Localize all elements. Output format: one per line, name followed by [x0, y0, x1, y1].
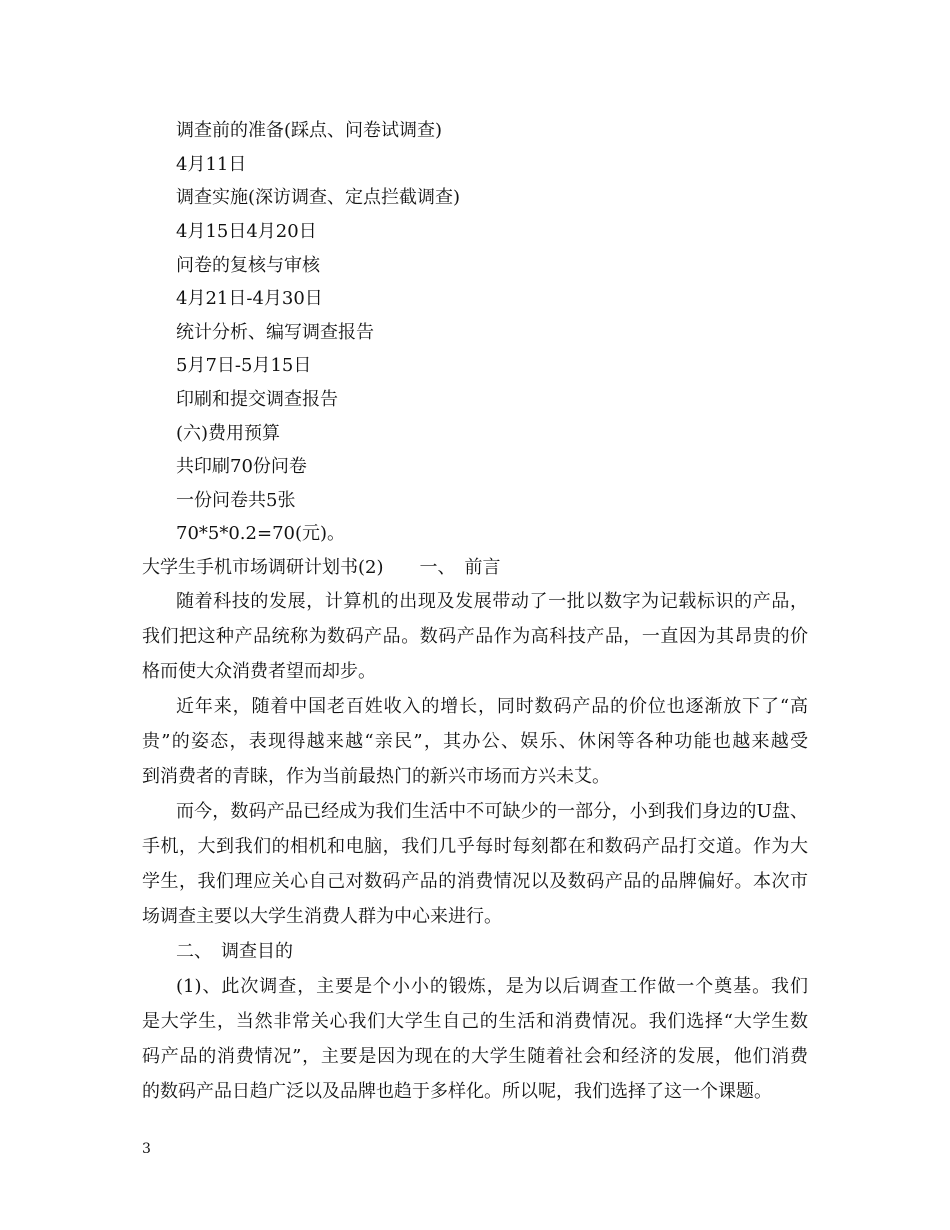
paragraph-line: 手机，大到我们的相机和电脑，我们几乎每时每刻都在和数码产品打交道。作为大: [142, 836, 808, 857]
paragraph-line: 我们把这种产品统称为数码产品。数码产品作为高科技产品，一直因为其昂贵的价: [142, 626, 808, 647]
paragraph-line: 学生，我们理应关心自己对数码产品的消费情况以及数码产品的品牌偏好。本次市: [142, 871, 808, 892]
paragraph-line: 是大学生，当然非常关心我们大学生自己的生活和消费情况。我们选择“大学生数: [142, 1011, 808, 1032]
schedule-line: 5月7日-5月15日: [176, 355, 312, 376]
schedule-line: 4月15日4月20日: [176, 221, 317, 242]
paragraph-line: 格而使大众消费者望而却步。: [142, 661, 376, 682]
schedule-line: 问卷的复核与审核: [176, 255, 320, 276]
schedule-line: 统计分析、编写调查报告: [176, 322, 374, 343]
section-heading: 二、 调查目的: [176, 941, 293, 962]
section-title: 大学生手机市场调研计划书(2) 一、 前言: [142, 557, 501, 578]
page-number: 3: [142, 1141, 151, 1157]
paragraph-line: 到消费者的青睐，作为当前最热门的新兴市场而方兴未艾。: [142, 766, 610, 787]
budget-heading: (六)费用预算: [176, 423, 281, 444]
paragraph-line: 近年来，随着中国老百姓收入的增长，同时数码产品的价位也逐渐放下了“高: [176, 696, 808, 717]
paragraph-line: 随着科技的发展，计算机的出现及发展带动了一批以数字为记载标识的产品，: [176, 591, 808, 612]
paragraph-line: 贵”的姿态，表现得越来越“亲民”，其办公、娱乐、休闲等各种功能也越来越受: [142, 731, 808, 752]
schedule-line: 4月11日: [176, 154, 247, 175]
budget-line: 共印刷70份问卷: [176, 456, 307, 477]
schedule-line: 调查前的准备(踩点、问卷试调查): [176, 120, 443, 141]
paragraph-line: 而今，数码产品已经成为我们生活中不可缺少的一部分，小到我们身边的U盘、: [176, 801, 808, 822]
paragraph-line: 场调查主要以大学生消费人群为中心来进行。: [142, 906, 502, 927]
schedule-line: 印刷和提交调查报告: [176, 389, 338, 410]
schedule-line: 4月21日-4月30日: [176, 288, 323, 309]
budget-line: 70*5*0.2=70(元)。: [176, 523, 346, 544]
paragraph-line: 的数码产品日趋广泛以及品牌也趋于多样化。所以呢，我们选择了这一个课题。: [142, 1081, 772, 1102]
paragraph-line: (1)、此次调查，主要是个小小的锻炼，是为以后调查工作做一个奠基。我们: [176, 976, 808, 997]
budget-line: 一份问卷共5张: [176, 490, 296, 511]
paragraph-line: 码产品的消费情况”，主要是因为现在的大学生随着社会和经济的发展，他们消费: [142, 1046, 808, 1067]
schedule-line: 调查实施(深访调查、定点拦截调查): [176, 187, 461, 208]
